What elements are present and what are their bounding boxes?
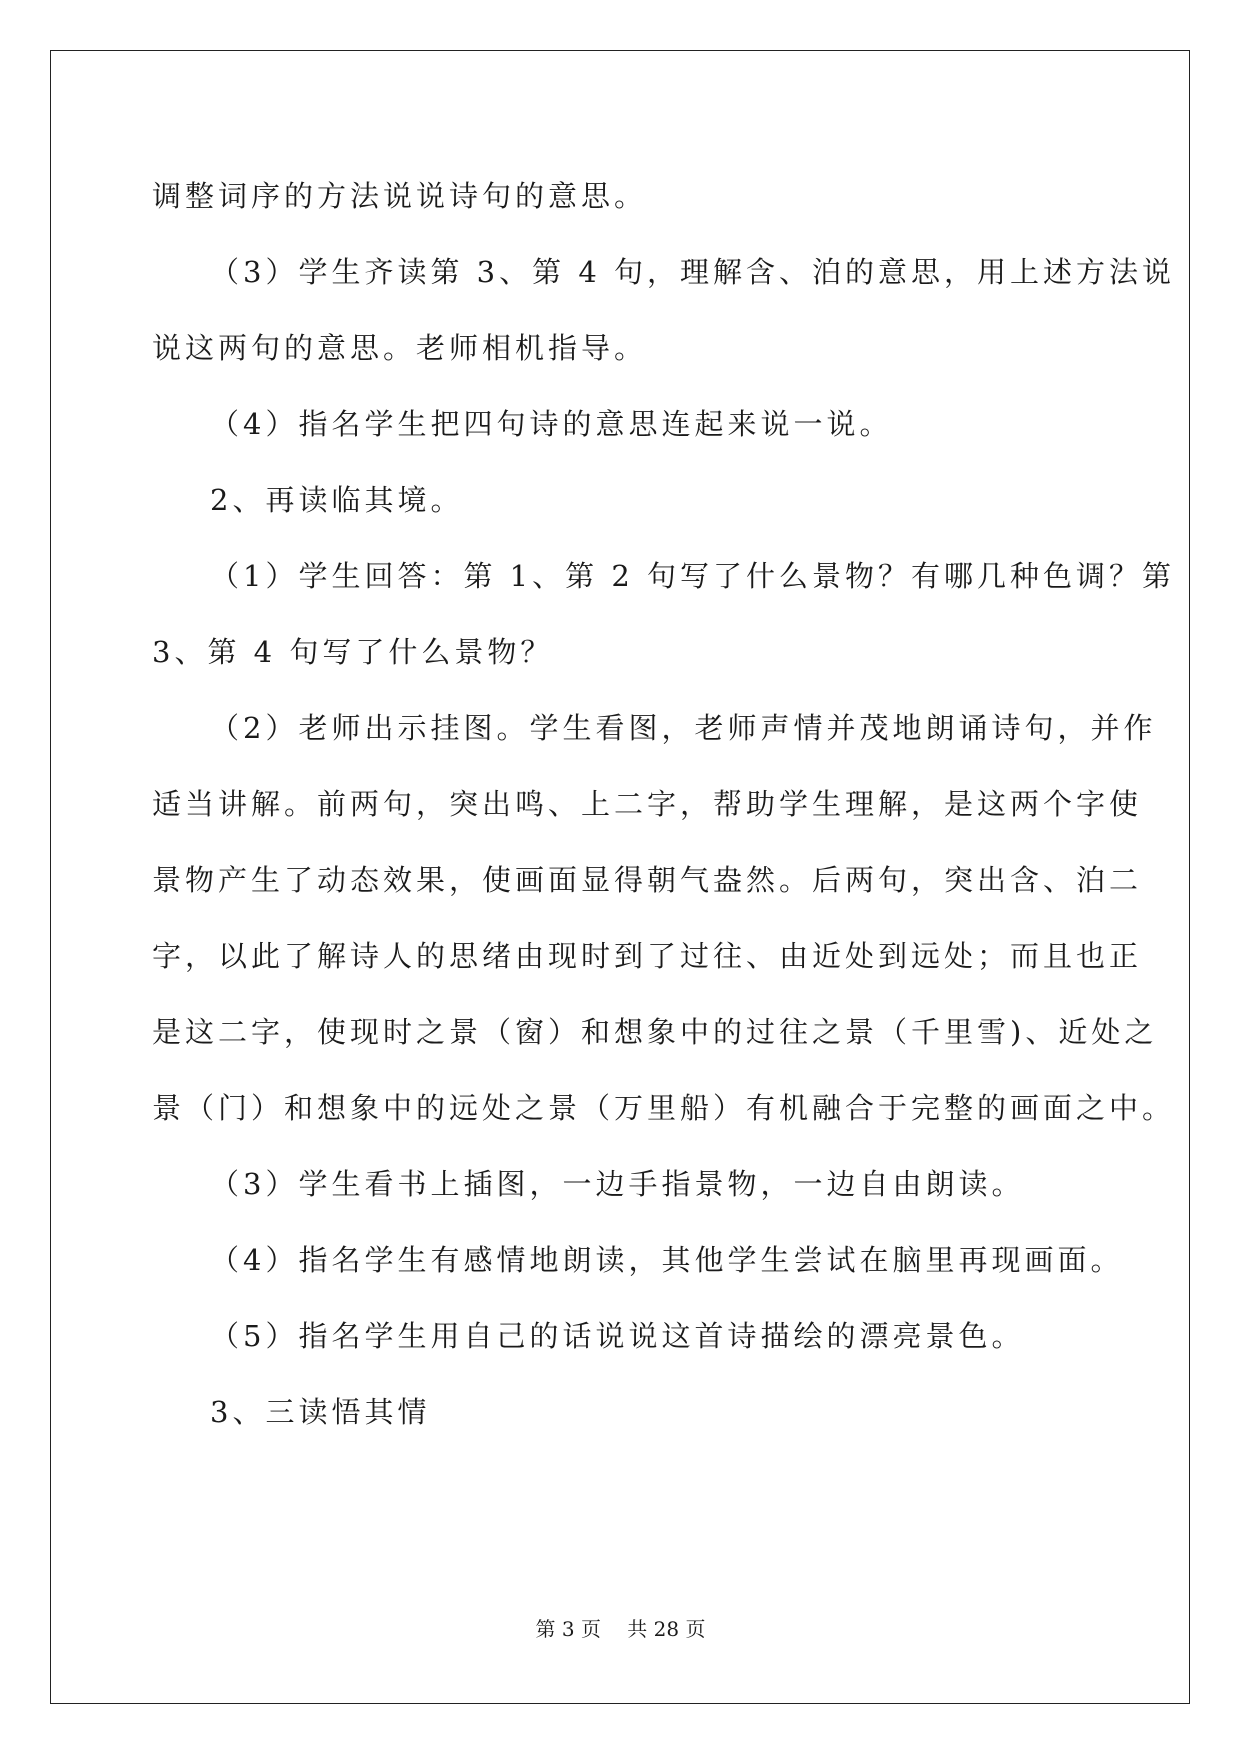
page-number-footer: 第 3 页 共 28 页: [535, 1617, 706, 1641]
text-line-7: 3、第 4 句写了什么景物？: [152, 635, 554, 669]
text-line-3: 说这两句的意思。老师相机指导。: [152, 331, 648, 365]
text-line-12: 是这二字，使现时之景（窗）和想象中的过往之景（千里雪)、近处之: [152, 1015, 1158, 1049]
text-line-16: （5）指名学生用自己的话说说这首诗描绘的漂亮景色。: [210, 1319, 1025, 1353]
text-line-13: 景（门）和想象中的远处之景（万里船）有机融合于完整的画面之中。: [152, 1091, 1176, 1125]
text-line-4: （4）指名学生把四句诗的意思连起来说一说。: [210, 407, 893, 441]
text-line-6: （1）学生回答：第 1、第 2 句写了什么景物？有哪几种色调？第: [210, 559, 1176, 593]
text-line-11: 字，以此了解诗人的思绪由现时到了过往、由近处到远处；而且也正: [152, 939, 1143, 973]
section-heading-2: 2、再读临其境。: [210, 483, 464, 517]
text-line-1: 调整词序的方法说说诗句的意思。: [152, 179, 648, 213]
document-body: [152, 158, 1176, 1450]
text-line-15: （4）指名学生有感情地朗读，其他学生尝试在脑里再现画面。: [210, 1243, 1124, 1277]
text-line-10: 景物产生了动态效果，使画面显得朝气盎然。后两句，突出含、泊二: [152, 863, 1143, 897]
section-heading-3: 3、三读悟其情: [210, 1395, 431, 1429]
text-line-14: （3）学生看书上插图，一边手指景物，一边自由朗读。: [210, 1167, 1025, 1201]
text-line-9: 适当讲解。前两句，突出鸣、上二字，帮助学生理解，是这两个字使: [152, 787, 1143, 821]
text-line-8: （2）老师出示挂图。学生看图，老师声情并茂地朗诵诗句，并作: [210, 711, 1157, 745]
text-line-2: （3）学生齐读第 3、第 4 句，理解含、泊的意思，用上述方法说: [210, 255, 1176, 289]
